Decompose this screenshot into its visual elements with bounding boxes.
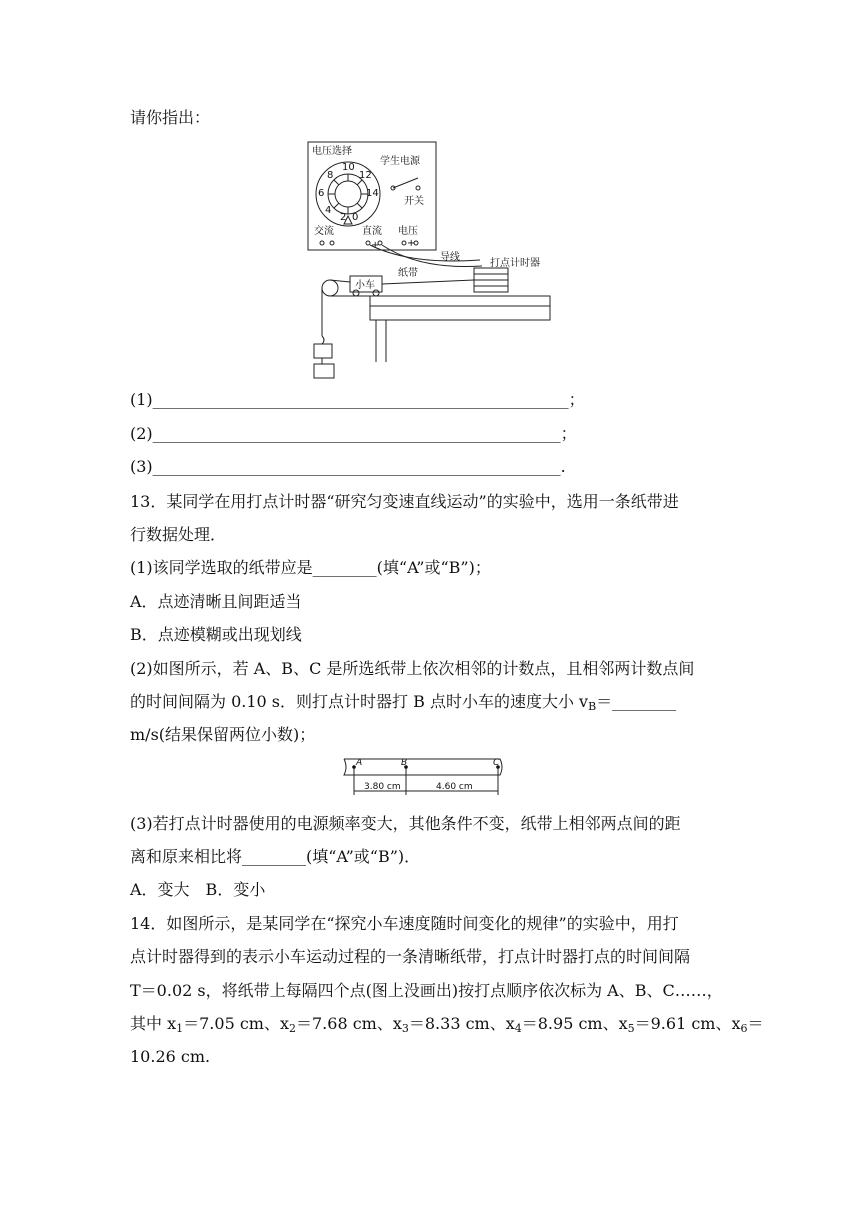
point-c-label: C [493, 758, 500, 768]
distance-bc-label: 4.60 cm [436, 782, 473, 792]
dial-6: 6 [318, 188, 325, 199]
timer-label: 打点计时器 [490, 258, 540, 269]
intro-text: 请你指出： [130, 108, 211, 127]
tape-label: 纸带 [398, 268, 418, 279]
q13-part1: (1)该同学选取的纸带应是________(填“A”或“B”)； [130, 558, 491, 577]
q14-line4: 其中 $x_1=7.05$ cm、$x_2=7.68$ cm、$x_3=8.33$ cm、$x_4=8.95$ cm、$x_5=9.61$ cm、$x_6=$ [130, 1014, 764, 1035]
voltage-label: 电压 [398, 226, 418, 237]
q13-part2-line3: m/s(结果保留两位小数)； [130, 725, 316, 744]
q13-part2-line2: 的时间间隔为 0.10 s．则打点计时器打 B 点时小车的速度大小 $v_B=\_\_\_\_\_\_\_\_$ [130, 692, 677, 713]
q13-part2-line1: (2)如图所示，若 A、B、C 是所选纸带上依次相邻的计数点，且相邻两计数点间 [130, 659, 695, 678]
tape-figure [340, 755, 508, 799]
student-power-label: 学生电源 [380, 156, 420, 167]
plus-sign-dc: + [371, 240, 380, 251]
plus-sign-voltage: + [407, 238, 416, 249]
dial-14: 14 [366, 188, 379, 199]
wire-label: 导线 [440, 252, 460, 263]
answer-line-2: (2)___________________________________________________； [130, 424, 577, 443]
q13-stem-line2: 行数据处理． [130, 525, 227, 544]
dial-4: 4 [325, 205, 332, 216]
cart-label: 小车 [355, 280, 375, 291]
ac-label: 交流 [314, 226, 334, 237]
q14-line2: 点计时器得到的表示小车运动过程的一条清晰纸带，打点计时器打点的时间间隔 [130, 947, 691, 966]
answer-line-1: (1)____________________________________________________； [130, 390, 585, 409]
q13-part3-line2: 离和原来相比将________(填“A”或“B”)． [130, 847, 421, 866]
q14-line1: 14．如图所示，是某同学在“探究小车速度随时间变化的规律”的实验中，用打 [130, 914, 679, 933]
answer-line-3: (3)___________________________________________________. [130, 457, 566, 476]
q13-part3-options: A．变大 B．变小 [130, 880, 266, 899]
voltage-select-label: 电压选择 [312, 146, 352, 157]
q13-option-b: B．点迹模糊或出现划线 [130, 625, 302, 644]
point-a-label: A [356, 758, 363, 768]
q14-line3: T＝0.02 s，将纸带上每隔四个点(图上没画出)按打点顺序依次标为 A、B、C……， [130, 981, 723, 1000]
distance-ab-label: 3.80 cm [364, 782, 401, 792]
q13-option-a: A．点迹清晰且间距适当 [130, 592, 302, 611]
point-b-label: B [401, 758, 408, 768]
dial-2: 2 [340, 212, 347, 223]
dial-12: 12 [359, 170, 372, 181]
apparatus-figure [300, 140, 562, 380]
dial-10: 10 [342, 162, 355, 173]
dc-label: 直流 [362, 226, 382, 237]
dial-0: 0 [352, 212, 359, 223]
dial-8: 8 [327, 170, 334, 181]
q13-part3-line1: (3)若打点计时器使用的电源频率变大，其他条件不变，纸带上相邻两点间的距 [130, 814, 681, 833]
switch-label: 开关 [404, 196, 424, 207]
q14-line5: 10.26 cm. [130, 1047, 211, 1066]
q13-stem-line1: 13．某同学在用打点计时器“研究匀变速直线运动”的实验中，选用一条纸带进 [130, 492, 679, 511]
